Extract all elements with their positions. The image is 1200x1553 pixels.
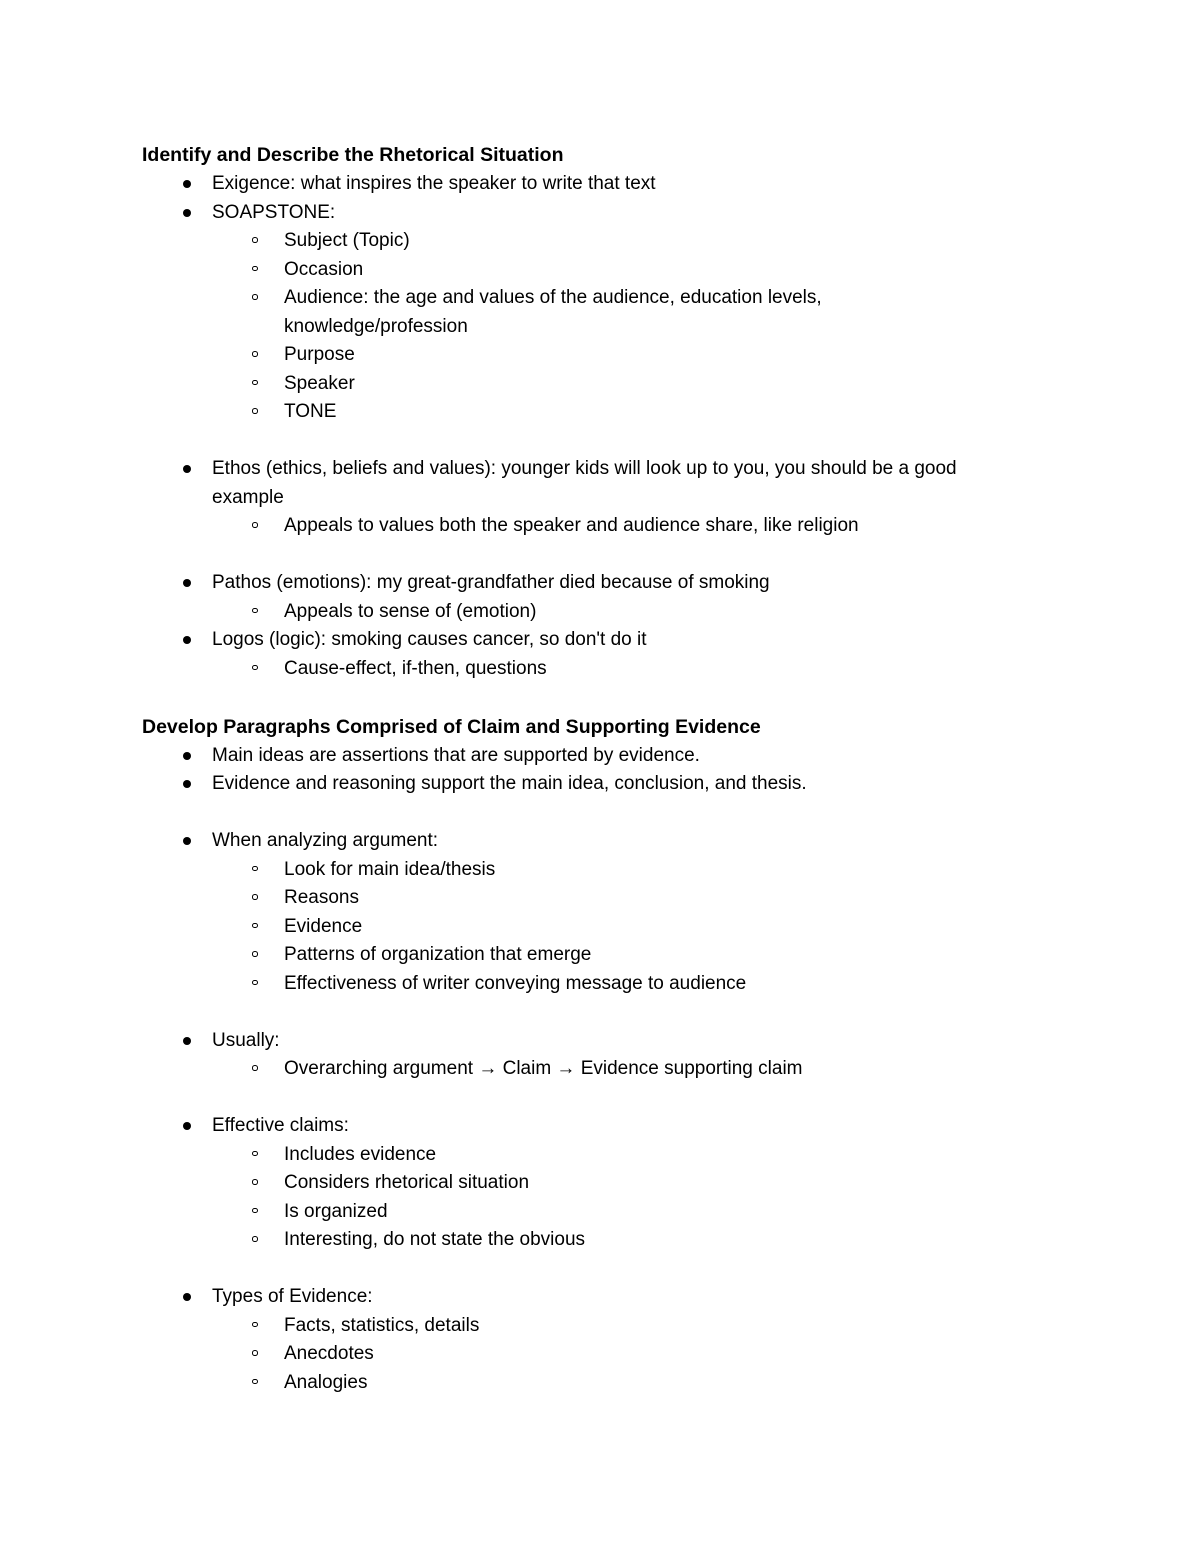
list-item <box>142 170 1082 199</box>
circle-bullet-icon <box>252 941 284 957</box>
blank-line <box>142 998 1082 1027</box>
blank-line <box>142 1255 1082 1284</box>
circle-bullet-icon <box>252 1379 258 1385</box>
circle-bullet-icon <box>252 598 284 614</box>
circle-bullet-icon <box>252 856 284 872</box>
list-item <box>142 1226 1082 1255</box>
list-item <box>142 827 1082 856</box>
circle-bullet-icon <box>252 1055 284 1071</box>
circle-bullet-icon <box>252 266 258 272</box>
line-text: Evidence and reasoning support the main idea, conclusion, and thesis. <box>212 773 807 794</box>
list-item <box>142 1198 1082 1227</box>
circle-bullet-icon <box>252 380 258 386</box>
line-text: Ethos (ethics, beliefs and values): younger kids will look up to you, you should be a good <box>212 458 957 479</box>
line-text: Effectiveness of writer conveying message to audience <box>284 972 747 994</box>
list-item <box>142 1112 1082 1141</box>
circle-bullet-icon <box>252 227 284 243</box>
line-text: Pathos (emotions): my great-grandfather died because of smoking <box>212 572 770 593</box>
disc-bullet-icon <box>183 770 212 788</box>
circle-bullet-icon <box>252 256 284 272</box>
circle-bullet-icon <box>252 398 284 414</box>
line-text: Types of Evidence: <box>212 1286 373 1307</box>
circle-bullet-icon <box>252 1226 284 1242</box>
blank-line <box>142 541 1082 570</box>
list-item <box>142 455 1082 484</box>
list-item <box>142 970 1082 999</box>
line-text: Is organized <box>284 1200 388 1222</box>
line-text: Subject (Topic) <box>284 230 410 251</box>
document-body <box>142 140 1082 1397</box>
list-item <box>142 884 1082 913</box>
circle-bullet-icon <box>252 512 284 528</box>
circle-bullet-icon <box>252 1369 284 1385</box>
circle-bullet-icon <box>252 884 284 900</box>
section-heading <box>142 712 1082 742</box>
list-item <box>142 856 1082 885</box>
circle-bullet-icon <box>252 1065 258 1071</box>
line-text: Reasons <box>284 887 359 908</box>
list-item <box>142 742 1082 771</box>
list-item <box>142 1141 1082 1170</box>
circle-bullet-icon <box>252 655 284 671</box>
blank-line <box>142 427 1082 456</box>
disc-bullet-icon <box>183 209 191 217</box>
circle-bullet-icon <box>252 923 258 929</box>
line-text: Logos (logic): smoking causes cancer, so don't do it <box>212 629 647 650</box>
list-item <box>142 1027 1082 1056</box>
circle-bullet-icon <box>252 970 284 986</box>
list-item <box>142 227 1082 256</box>
circle-bullet-icon <box>252 1312 284 1328</box>
circle-bullet-icon <box>252 1141 284 1157</box>
heading-text: Identify and Describe the Rhetorical Situation <box>142 144 564 166</box>
list-item <box>142 1283 1082 1312</box>
list-item <box>142 1055 1082 1084</box>
line-text: Occasion <box>284 258 364 280</box>
list-item <box>142 256 1082 285</box>
circle-bullet-icon <box>252 1236 258 1242</box>
line-text: Considers rhetorical situation <box>284 1172 530 1193</box>
list-item <box>142 770 1082 799</box>
line-text: Overarching argument → Claim → Evidence supporting claim <box>284 1058 803 1079</box>
line-text: Purpose <box>284 344 355 365</box>
disc-bullet-icon <box>183 742 212 760</box>
circle-bullet-icon <box>252 351 258 357</box>
line-text: Includes evidence <box>284 1143 437 1165</box>
circle-bullet-icon <box>252 1169 284 1185</box>
list-item <box>142 1340 1082 1369</box>
line-text: Appeals to values both the speaker and audience share, like religion <box>284 515 859 536</box>
circle-bullet-icon <box>252 341 284 357</box>
line-text: Facts, statistics, details <box>284 1314 480 1336</box>
list-item <box>142 199 1082 228</box>
line-text: Patterns of organization that emerge <box>284 944 592 965</box>
blank-line <box>142 799 1082 828</box>
circle-bullet-icon <box>252 894 258 900</box>
line-text: knowledge/profession <box>284 315 468 337</box>
list-item <box>142 626 1082 655</box>
blank-line <box>142 1084 1082 1113</box>
line-text: example <box>212 486 284 508</box>
line-text: Exigence: what inspires the speaker to write that text <box>212 173 656 194</box>
disc-bullet-icon <box>183 579 191 587</box>
line-text: Audience: the age and values of the audience, education levels, <box>284 287 822 308</box>
circle-bullet-icon <box>252 1350 258 1356</box>
blank-line <box>142 683 1082 712</box>
line-text: Effective claims: <box>212 1115 349 1136</box>
circle-bullet-icon <box>252 1179 258 1185</box>
line-text: Appeals to sense of (emotion) <box>284 600 537 622</box>
circle-bullet-icon <box>252 1151 258 1157</box>
circle-bullet-icon <box>252 408 258 414</box>
disc-bullet-icon <box>183 455 212 473</box>
disc-bullet-icon <box>183 1037 191 1045</box>
line-text: Look for main idea/thesis <box>284 858 496 880</box>
list-item <box>142 1369 1082 1398</box>
disc-bullet-icon <box>183 626 212 644</box>
circle-bullet-icon <box>252 1340 284 1356</box>
circle-bullet-icon <box>252 951 258 957</box>
disc-bullet-icon <box>183 465 191 473</box>
list-item <box>142 512 1082 541</box>
list-item <box>142 655 1082 684</box>
list-item <box>142 341 1082 370</box>
disc-bullet-icon <box>183 569 212 587</box>
list-item <box>142 569 1082 598</box>
circle-bullet-icon <box>252 980 258 986</box>
list-item <box>142 1169 1082 1198</box>
section-heading <box>142 140 1082 170</box>
line-text: Main ideas are assertions that are supported by evidence. <box>212 744 700 766</box>
heading-text: Develop Paragraphs Comprised of Claim and Supporting Evidence <box>142 715 761 738</box>
circle-bullet-icon <box>252 1322 258 1328</box>
circle-bullet-icon <box>252 294 258 300</box>
disc-bullet-icon <box>183 199 212 217</box>
disc-bullet-icon <box>183 1283 212 1301</box>
circle-bullet-icon <box>252 284 284 300</box>
line-text: Usually: <box>212 1029 280 1051</box>
disc-bullet-icon <box>183 636 191 644</box>
line-text: TONE <box>284 401 337 422</box>
list-item <box>142 398 1082 427</box>
list-item <box>142 941 1082 970</box>
circle-bullet-icon <box>252 608 258 614</box>
circle-bullet-icon <box>252 913 284 929</box>
disc-bullet-icon <box>183 180 191 188</box>
circle-bullet-icon <box>252 522 258 528</box>
circle-bullet-icon <box>252 370 284 386</box>
disc-bullet-icon <box>183 780 191 788</box>
line-text: When analyzing argument: <box>212 830 439 851</box>
list-item <box>142 913 1082 942</box>
list-item <box>142 284 1082 313</box>
circle-bullet-icon <box>252 665 258 671</box>
circle-bullet-icon <box>252 1198 284 1214</box>
disc-bullet-icon <box>183 170 212 188</box>
disc-bullet-icon <box>183 1293 191 1301</box>
list-item-continuation <box>142 484 1082 513</box>
circle-bullet-icon <box>252 866 258 872</box>
list-item <box>142 370 1082 399</box>
circle-bullet-icon <box>252 1208 258 1214</box>
disc-bullet-icon <box>183 1027 212 1045</box>
line-text: Evidence <box>284 915 363 937</box>
line-text: Interesting, do not state the obvious <box>284 1229 586 1250</box>
list-item <box>142 1312 1082 1341</box>
line-text: Speaker <box>284 372 355 394</box>
list-item-continuation <box>142 313 1082 342</box>
line-text: Anecdotes <box>284 1343 374 1364</box>
disc-bullet-icon <box>183 1112 212 1130</box>
disc-bullet-icon <box>183 1122 191 1130</box>
line-text: SOAPSTONE: <box>212 201 336 223</box>
line-text: Analogies <box>284 1371 368 1393</box>
line-text: Cause-effect, if-then, questions <box>284 657 547 679</box>
circle-bullet-icon <box>252 237 258 243</box>
disc-bullet-icon <box>183 827 212 845</box>
disc-bullet-icon <box>183 837 191 845</box>
list-item <box>142 598 1082 627</box>
disc-bullet-icon <box>183 752 191 760</box>
